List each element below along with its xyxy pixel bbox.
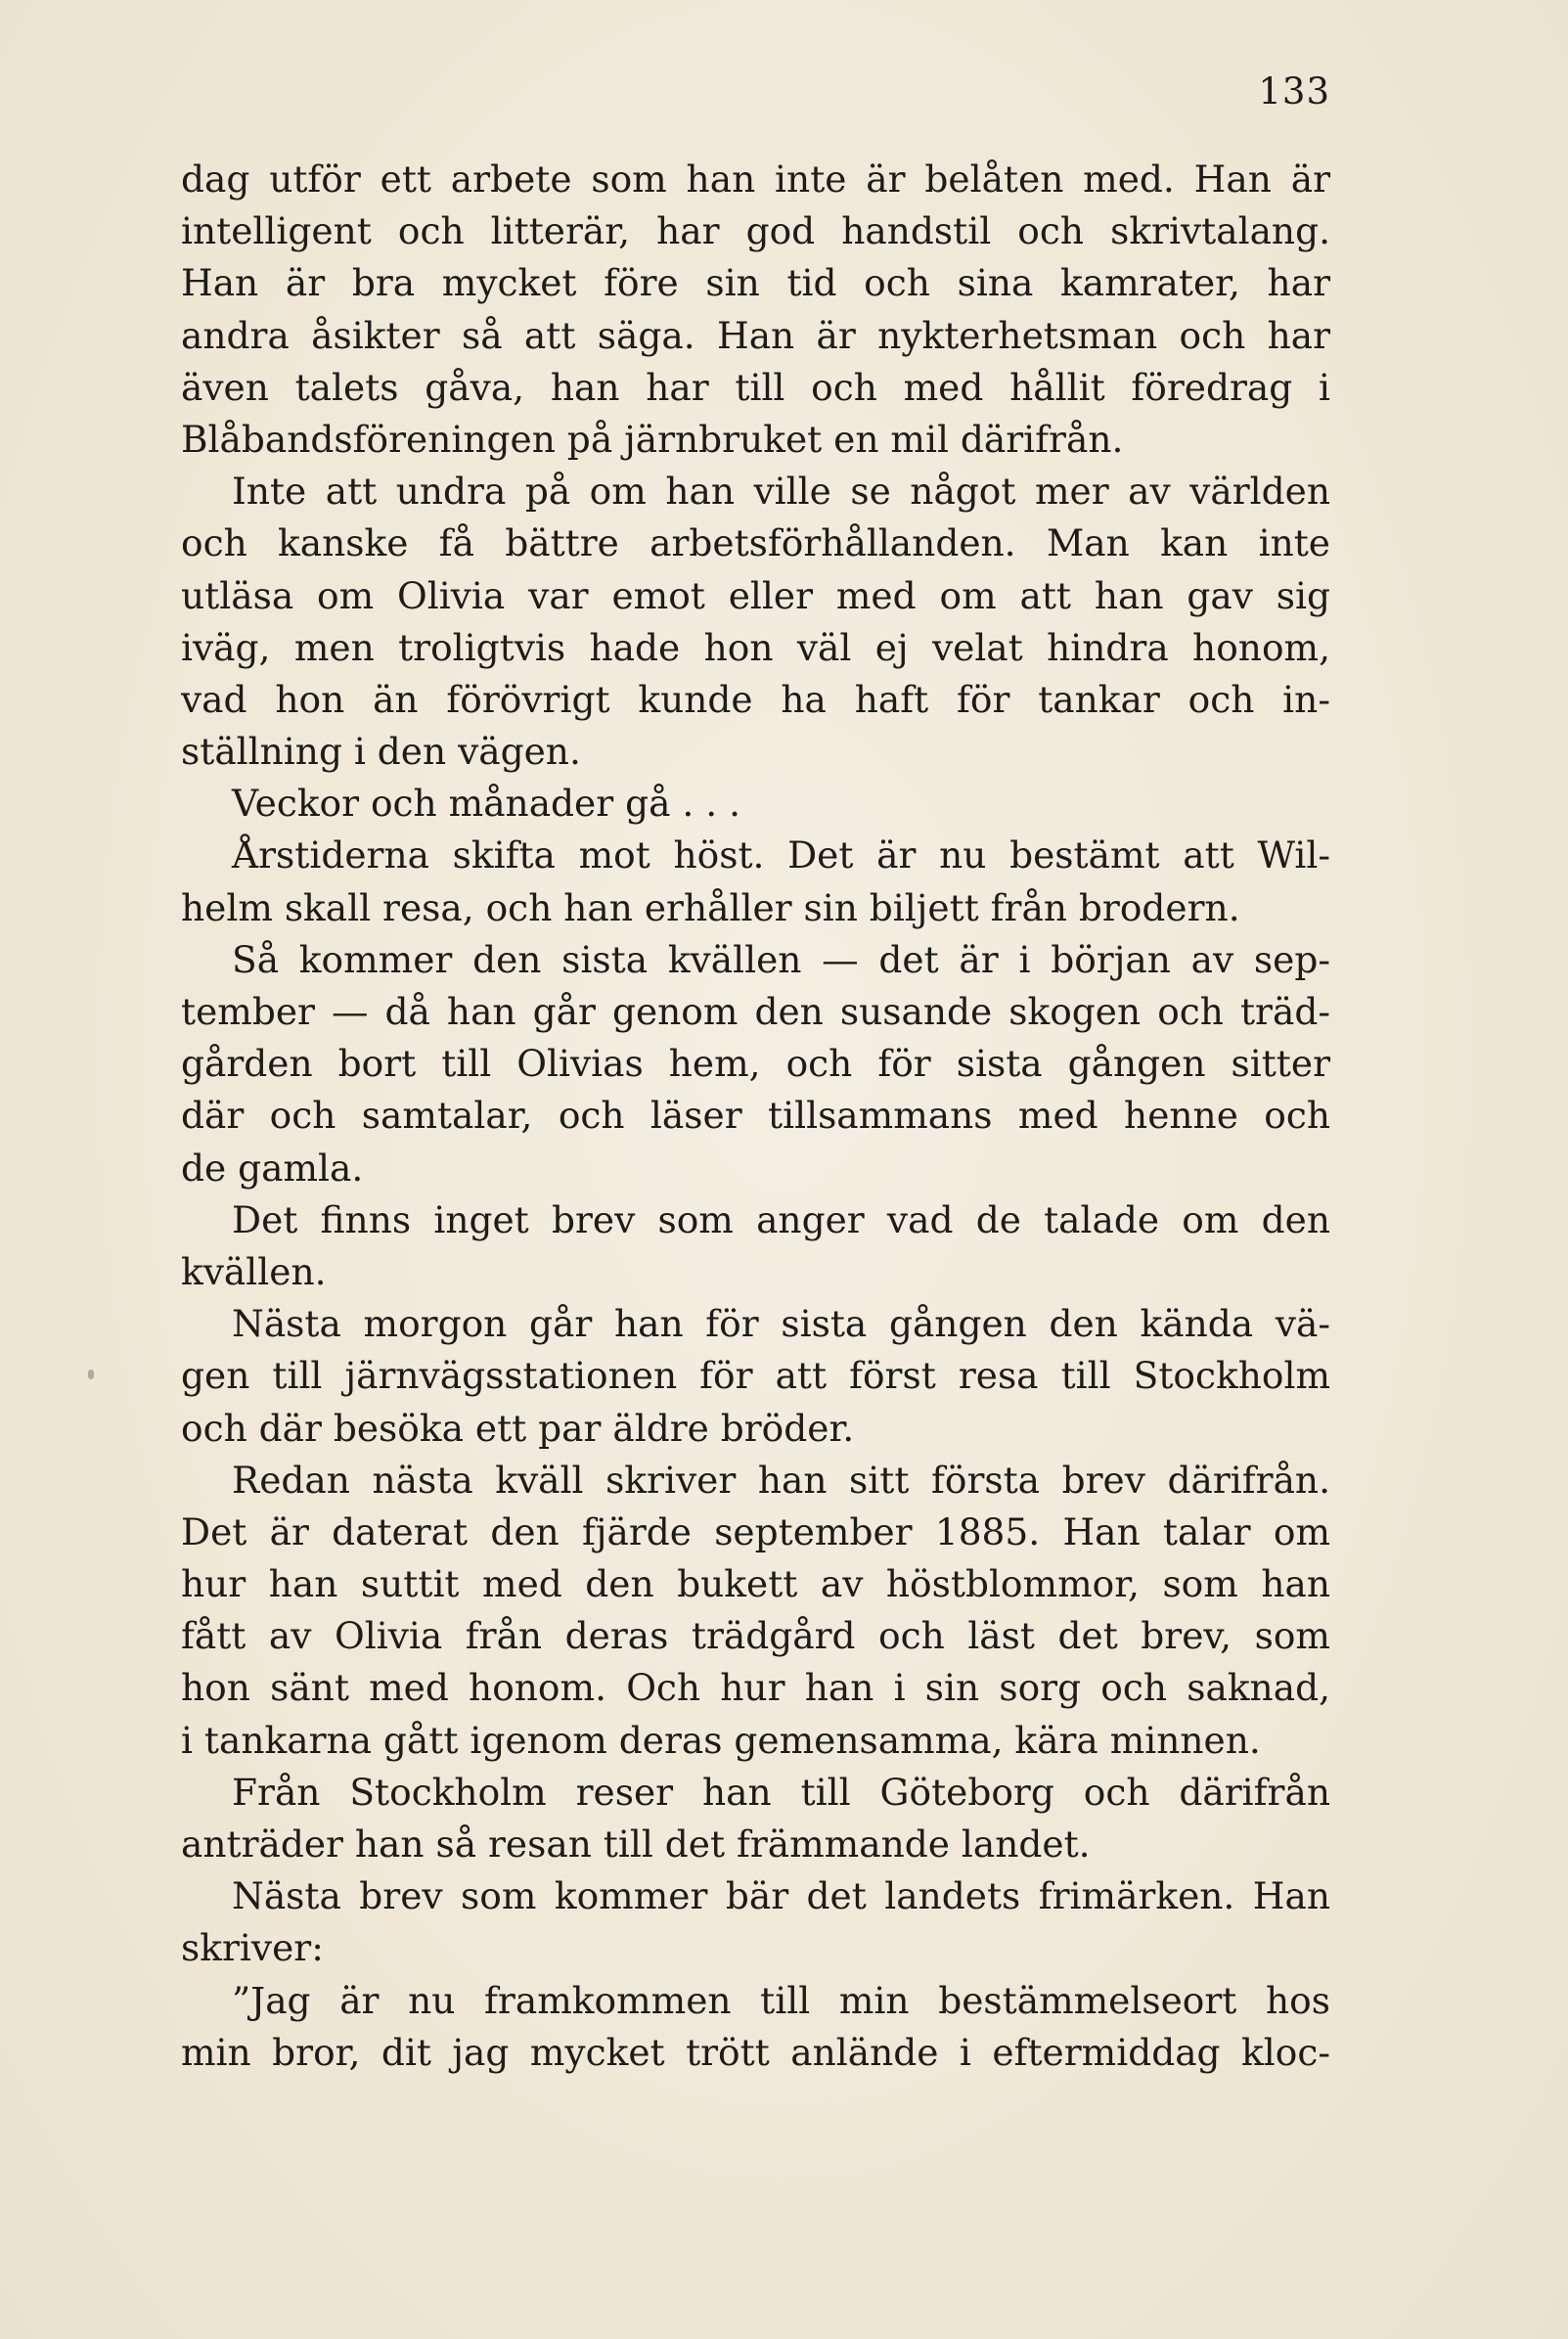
text-line: Det finns inget brev som anger vad de talade om den xyxy=(232,1197,1330,1241)
text-line: ställning i den vägen. xyxy=(181,730,581,774)
text-line: hon sänt med honom. Och hur han i sin sorg och saknad, xyxy=(181,1666,1330,1710)
text-line: intelligent och litterär, har god handstil och skrivtalang. xyxy=(181,209,1330,253)
text-line: Nästa morgon går han för sista gången den kända vä- xyxy=(232,1302,1330,1346)
text-line: Redan nästa kväll skriver han sitt första brev därifrån. xyxy=(232,1458,1330,1502)
text-line: vad hon än förövrigt kunde ha haft för tankar och in- xyxy=(181,677,1330,721)
text-line: Inte att undra på om han ville se något mer av världen xyxy=(232,470,1330,514)
text-line: ”Jag är nu framkommen till min bestämmelseort hos xyxy=(232,1978,1330,2022)
text-line: iväg, men troligtvis hade hon väl ej velat hindra honom, xyxy=(181,625,1330,669)
text-line: i tankarna gått igenom deras gemensamma, kära minnen. xyxy=(181,1718,1261,1762)
text-line: dag utför ett arbete som han inte är belåten med. Han är xyxy=(181,157,1330,201)
text-line: anträder han så resan till det främmande landet. xyxy=(181,1822,1091,1866)
text-line: Han är bra mycket före sin tid och sina kamrater, har xyxy=(181,261,1330,305)
text-line: Det är daterat den fjärde september 1885. Han talar om xyxy=(181,1509,1330,1553)
text-line: Veckor och månader gå . . . xyxy=(232,782,740,826)
text-line: Så kommer den sista kvällen — det är i början av sep- xyxy=(232,937,1330,981)
text-line: fått av Olivia från deras trädgård och läst det brev, som xyxy=(181,1614,1330,1658)
text-line: Från Stockholm reser han till Göteborg och därifrån xyxy=(232,1770,1330,1814)
text-line: utläsa om Olivia var emot eller med om att han gav sig xyxy=(181,573,1330,617)
text-line: Nästa brev som kommer bär det landets frimärken. Han xyxy=(232,1874,1330,1918)
text-line: skriver: xyxy=(181,1926,324,1970)
body-text xyxy=(181,154,1330,2079)
text-line: hur han suttit med den bukett av höstblommor, som han xyxy=(181,1562,1330,1606)
text-line: de gamla. xyxy=(181,1146,364,1190)
paper-speck xyxy=(88,1370,94,1379)
text-line: gården bort till Olivias hem, och för sista gången sitter xyxy=(181,1042,1330,1086)
text-line: även talets gåva, han har till och med hållit föredrag i xyxy=(181,365,1330,409)
text-line: kvällen. xyxy=(181,1249,327,1293)
text-line: och där besöka ett par äldre bröder. xyxy=(181,1406,855,1450)
text-line: Blåbandsföreningen på järnbruket en mil därifrån. xyxy=(181,417,1124,461)
text-line: gen till järnvägsstationen för att först resa till Stockholm xyxy=(181,1354,1330,1398)
text-line: tember — då han går genom den susande skogen och träd- xyxy=(181,990,1330,1033)
text-line: Årstiderna skifta mot höst. Det är nu bestämt att Wil- xyxy=(232,833,1330,877)
page-number: 133 xyxy=(1258,70,1330,112)
text-line: andra åsikter så att säga. Han är nykterhetsman och har xyxy=(181,313,1330,357)
text-line: helm skall resa, och han erhåller sin biljett från brodern. xyxy=(181,885,1240,929)
text-line: och kanske få bättre arbetsförhållanden. Man kan inte xyxy=(181,521,1330,565)
text-line: min bror, dit jag mycket trött anlände i eftermiddag kloc- xyxy=(181,2030,1330,2074)
text-line: där och samtalar, och läser tillsammans med henne och xyxy=(181,1094,1330,1138)
